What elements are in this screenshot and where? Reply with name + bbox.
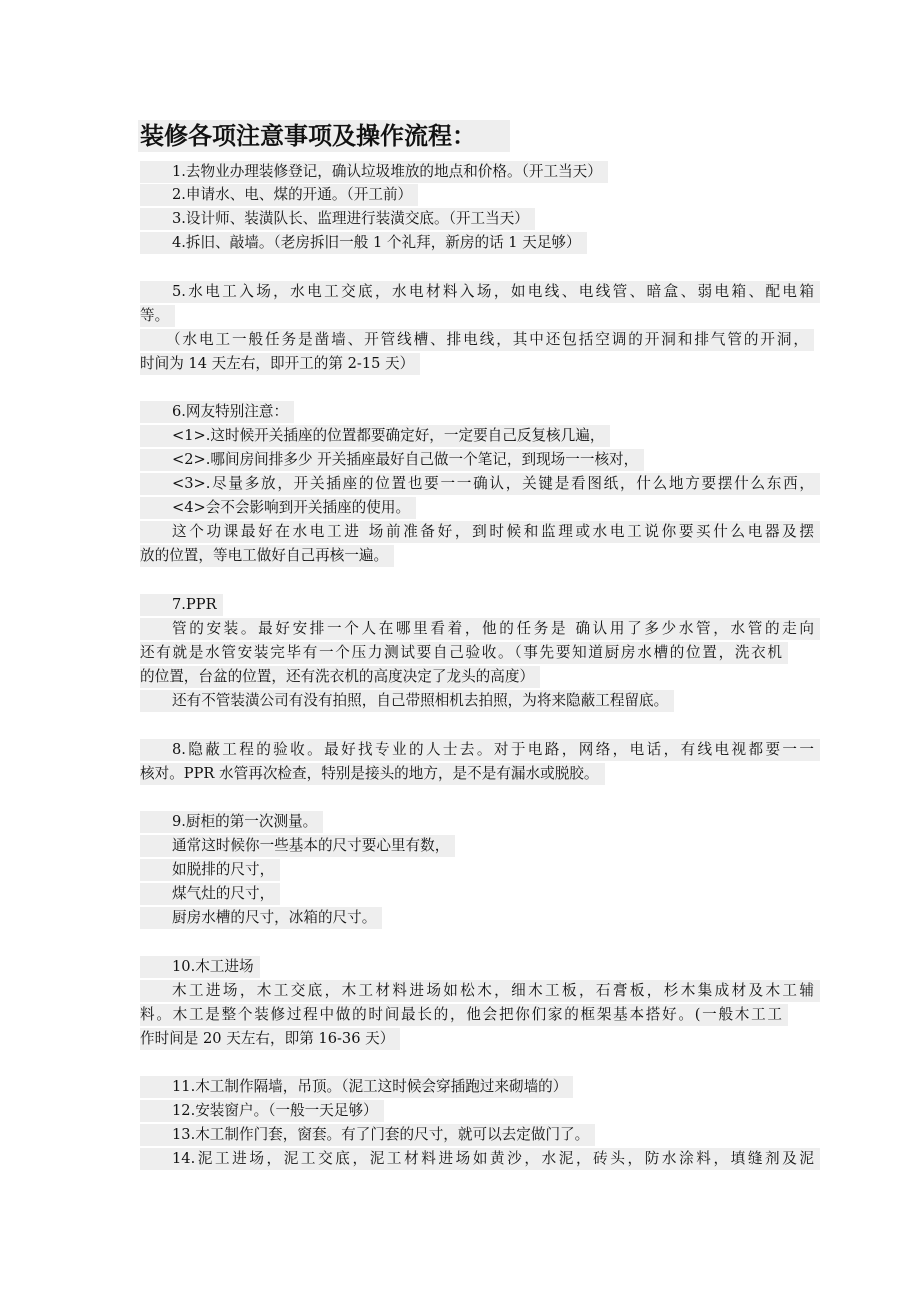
text-line: （水电工一般任务是凿墙、开管线槽、排电线，其中还包括空调的开洞和排气管的开洞，: [140, 329, 814, 351]
text-line: <1>.这时候开关插座的位置都要确定好，一定要自己反复核几遍，: [140, 425, 610, 447]
text-line: 木工进场，木工交底，木工材料进场如松木，细木工板，石膏板，杉木集成材及木工辅: [140, 980, 820, 1002]
text-line: 煤气灶的尺寸，: [140, 883, 280, 905]
text-line: <4>会不会影响到开关插座的使用。: [140, 497, 416, 519]
text-line: 还有不管装潢公司有没有拍照，自己带照相机去拍照，为将来隐蔽工程留底。: [140, 690, 674, 712]
text-line: 5.水电工入场，水电工交底，水电材料入场，如电线、电线管、暗盒、弱电箱、配电箱: [140, 281, 820, 303]
text-line: 14.泥工进场，泥工交底，泥工材料进场如黄沙，水泥，砖头，防水涂料，填缝剂及泥: [140, 1148, 820, 1170]
text-line: 这个功课最好在水电工进 场前准备好，到时候和监理或水电工说你要买什么电器及摆: [140, 521, 820, 543]
text-line: 通常这时候你一些基本的尺寸要心里有数，: [140, 835, 455, 857]
text-line: 10.木工进场: [140, 956, 260, 978]
text-line: 9.厨柜的第一次测量。: [140, 811, 323, 833]
text-line: 8.隐蔽工程的验收。最好找专业的人士去。对于电路，网络，电话，有线电视都要一一: [140, 739, 820, 761]
text-line: 13.木工制作门套，窗套。有了门套的尺寸，就可以去定做门了。: [140, 1124, 595, 1146]
text-line: 3.设计师、装潢队长、监理进行装潢交底。（开工当天）: [140, 208, 535, 230]
text-line: 厨房水槽的尺寸，冰箱的尺寸。: [140, 907, 382, 929]
text-line: <3>.尽量多放，开关插座的位置也要一一确认，关键是看图纸，什么地方要摆什么东西，: [140, 473, 820, 495]
text-line: 放的位置，等电工做好自己再核一遍。: [140, 545, 394, 567]
text-line: 核对。PPR 水管再次检查，特别是接头的地方，是不是有漏水或脱胶。: [140, 763, 605, 785]
text-line: 2.申请水、电、煤的开通。（开工前）: [140, 184, 418, 206]
text-line: 11.木工制作隔墙，吊顶。（泥工这时候会穿插跑过来砌墙的）: [140, 1076, 573, 1098]
text-line: 12.安装窗户。（一般一天足够）: [140, 1100, 384, 1122]
document-title: 装修各项注意事项及操作流程：: [138, 120, 510, 152]
text-line: 管的安装。最好安排一个人在哪里看着，他的任务是 确认用了多少水管，水管的走向: [140, 618, 820, 640]
text-line: <2>.哪间房间排多少 开关插座最好自己做一个笔记，到现场一一核对，: [140, 449, 644, 471]
text-line: 作时间是 20 天左右，即第 16-36 天）: [140, 1028, 400, 1050]
text-line: 时间为 14 天左右，即开工的第 2-15 天）: [140, 353, 420, 375]
text-line: 还有就是水管安装完毕有一个压力测试要自己验收。（事先要知道厨房水槽的位置，洗衣机: [140, 642, 788, 664]
text-line: 的位置，台盆的位置，还有洗衣机的高度决定了龙头的高度）: [140, 666, 540, 688]
text-line: 料。木工是整个装修过程中做的时间最长的，他会把你们家的框架基本搭好。(一般木工工: [140, 1004, 788, 1026]
text-line: 1.去物业办理装修登记，确认垃圾堆放的地点和价格。（开工当天）: [140, 161, 608, 183]
text-line: 如脱排的尺寸，: [140, 859, 280, 881]
text-line: 7.PPR: [140, 594, 223, 616]
text-line: 等。: [140, 305, 175, 327]
text-line: 6.网友特别注意：: [140, 401, 294, 423]
text-line: 4.拆旧、敲墙。（老房拆旧一般 1 个礼拜，新房的话 1 天足够）: [140, 232, 587, 254]
